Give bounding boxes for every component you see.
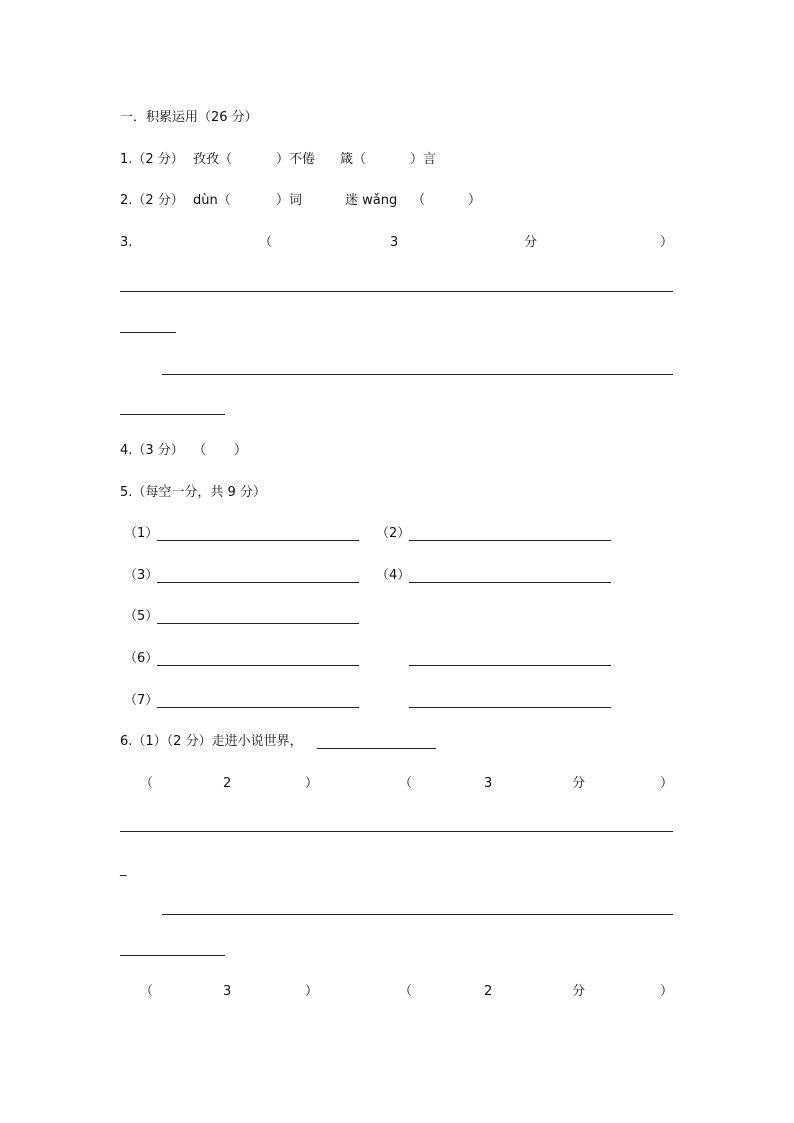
q6-row-b-open-2: （ <box>399 984 413 999</box>
q2-word1-start: dùn（ <box>193 193 231 208</box>
q3-answer-line-2 <box>162 374 673 375</box>
q6-row-a-open-2: （ <box>399 776 413 791</box>
q5-label-3: （3） <box>124 568 159 583</box>
q3-answer-line-1-end <box>120 332 176 333</box>
q6-row-a-score-2: 3 <box>484 776 493 791</box>
q6-row-b-score-1: 3 <box>223 984 232 999</box>
q5-blank-2 <box>409 540 611 541</box>
q4-close-paren: ） <box>234 443 248 458</box>
q1-word2-start: 箴（ <box>340 152 367 167</box>
q6-dash: _ <box>120 862 127 877</box>
q5-blank-4 <box>409 582 611 583</box>
q2-word2-close: ） <box>468 193 482 208</box>
q5-blank-5 <box>157 623 359 624</box>
q6-row-a-score-1: 2 <box>223 776 232 791</box>
q5-label-1: （1） <box>124 526 159 541</box>
q5-blank-6b <box>409 665 611 666</box>
q1-lead: 1.（2 分） <box>120 152 184 167</box>
q1-word2-end: ）言 <box>410 152 437 167</box>
q6-row-a-close-1: ） <box>305 776 319 791</box>
q6-answer-line-1 <box>120 831 673 832</box>
q2-word2-open: （ <box>412 193 426 208</box>
q6-row-b-open-1: （ <box>140 984 154 999</box>
q6-row-b-close-1: ） <box>305 984 319 999</box>
q6-part1-blank <box>317 748 436 749</box>
q5-label-7: （7） <box>124 693 159 708</box>
q4-open-paren: （ <box>193 443 207 458</box>
q5-blank-7b <box>409 707 611 708</box>
q5-blank-1 <box>157 540 359 541</box>
q5-label-2: （2） <box>376 526 411 541</box>
q2-word1-end: ）词 <box>276 193 303 208</box>
q3-answer-line-1 <box>120 291 673 292</box>
q3-number: 3. <box>120 235 133 250</box>
q5-label-5: （5） <box>124 609 159 624</box>
q6-row-b-unit-2: 分 <box>572 984 586 999</box>
q5-label-4: （4） <box>376 568 411 583</box>
q3-score: 3 <box>390 235 399 250</box>
q6-row-a-close-2: ） <box>660 776 674 791</box>
q1-word1-end: ）不倦 <box>276 152 316 167</box>
q3-unit: 分 <box>524 235 538 250</box>
q6-row-b-close-2: ） <box>660 984 674 999</box>
q6-row-a-open-1: （ <box>140 776 154 791</box>
q5-blank-6 <box>157 665 359 666</box>
q5-blank-7 <box>157 707 359 708</box>
q6-answer-line-2-end <box>120 955 225 956</box>
q2-lead: 2.（2 分） <box>120 193 184 208</box>
q5-blank-3 <box>157 582 359 583</box>
q6-row-a-unit-2: 分 <box>572 776 586 791</box>
q6-part1: 6.（1）（2 分）走进小说世界， <box>120 734 303 749</box>
q1-word1-start: 孜孜（ <box>193 152 233 167</box>
q6-answer-line-2 <box>162 914 673 915</box>
q3-open-paren: （ <box>259 235 273 250</box>
q5-label-6: （6） <box>124 651 159 666</box>
q4-lead: 4.（3 分） <box>120 443 184 458</box>
q2-word2-start: 迷 wǎng <box>345 193 398 208</box>
q6-row-b-score-2: 2 <box>484 984 493 999</box>
q3-answer-line-2-end <box>120 414 225 415</box>
section-heading: 一．积累运用（26 分） <box>120 110 258 125</box>
q3-close-paren: ） <box>660 235 674 250</box>
q5-lead: 5.（每空一分，共 9 分） <box>120 485 266 500</box>
